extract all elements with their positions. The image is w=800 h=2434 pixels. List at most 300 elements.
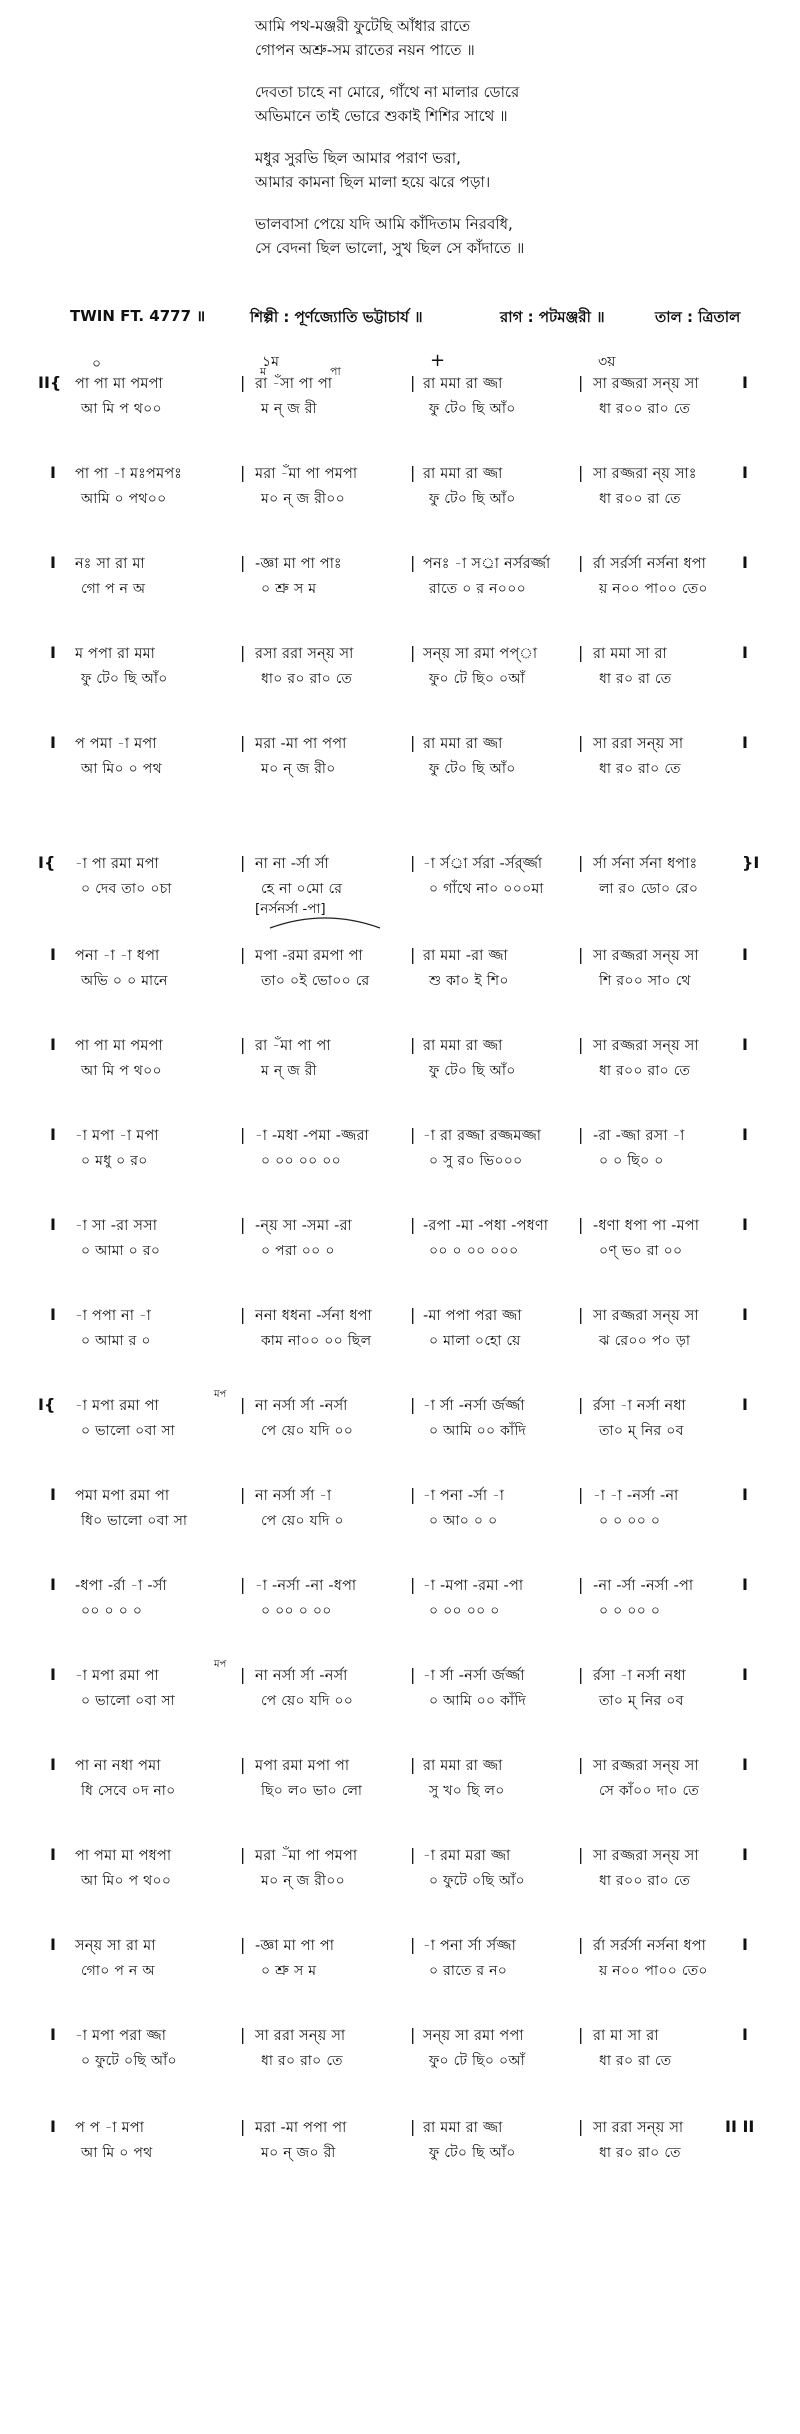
swara-segment: মরা -ঁমা পা পমপা [255, 466, 358, 482]
row-start-barline: I [50, 643, 56, 662]
vibhag-divider: | [578, 1665, 584, 1684]
lyric-segment: ০ মালা ০হো য়ে [429, 1333, 521, 1349]
lyric-segment: তা০ ম্ নির ০ব [599, 1693, 684, 1709]
vibhag-divider: | [410, 463, 416, 482]
swara-segment: মপা -রমা রমপা পা [255, 948, 363, 964]
poem-stanza-3 [255, 146, 735, 194]
row-end-barline: I [742, 643, 748, 662]
lyric-segment: ম০ ন্ জ রী০ [261, 761, 336, 777]
lyric-segment: ফু টে০ ছি আঁ০ [429, 761, 516, 777]
swara-segment: মরা -ঁমা পা পমপা [255, 1848, 358, 1864]
row-start-barline: I [50, 1305, 56, 1324]
notation-row [0, 365, 800, 423]
notation-row [0, 2117, 800, 2167]
lyric-segment: ম ন্ জ রী [261, 1063, 317, 1079]
vibhag-divider: | [240, 1845, 246, 1864]
lyric-segment: ধা র০ রা০ তে [599, 761, 681, 777]
lyric-segment: তা০ ম্ নির ০ব [599, 1423, 684, 1439]
lyric-segment: গো০ প ন অ [81, 1963, 155, 1979]
lyric-segment: ম০ ন্ জ রী০০ [261, 1873, 346, 1889]
vibhag-divider: | [240, 945, 246, 964]
row-end-barline: II II [725, 2117, 755, 2136]
lyric-segment: সু খ০ ছি ল০ [429, 1783, 505, 1799]
vibhag-divider: | [410, 2025, 416, 2044]
raga: রাগ : পটমঞ্জরী ॥ [500, 308, 605, 326]
lyric-segment: গো প ন অ [81, 581, 146, 597]
lyric-segment: শু কা০ ই শি০ [429, 973, 509, 989]
swara-segment: -া পা রমা মপা [75, 856, 159, 872]
tala-marker-zero: ০ [92, 356, 102, 372]
lyric-segment: সে কাঁ০০ দা০ তে [599, 1783, 700, 1799]
vibhag-divider: | [410, 1305, 416, 1324]
swara-segment: রা মমা রা জ্জা [423, 736, 503, 752]
lyric-segment: ০ শ্রু স ম [261, 1963, 317, 1979]
vibhag-divider: | [410, 1755, 416, 1774]
notation-row [0, 945, 800, 995]
swara-segment: -জ্ঞা মা পা পাঃ [255, 556, 342, 572]
row-end-barline: I [742, 1665, 748, 1684]
swara-segment: -া সা -রা সসা [75, 1218, 158, 1234]
vibhag-divider: | [578, 945, 584, 964]
tala-marker-third: ৩য় [598, 354, 616, 370]
swara-segment: র্রা সর্রর্সা নর্সনা ধপা [593, 556, 707, 572]
poem-line: সে বেদনা ছিল ভালো, সুখ ছিল সে কাঁদাতে ॥ [255, 239, 525, 257]
tala-marker-first: ১ম [262, 354, 279, 370]
row-start-barline: I [50, 2117, 56, 2136]
lyric-segment: আমি ০ পথ০০ [81, 491, 167, 507]
swara-segment: পা পা -া মঃপমপঃ [75, 466, 183, 482]
lyric-segment: আ মি ০ পথ [81, 2145, 153, 2161]
lyric-segment: ম০ ন্ জ রী০০ [261, 491, 346, 507]
lyric-segment: অভি ০ ০ মানে [81, 973, 168, 989]
swara-segment: না নর্সা র্সা -নর্সা [255, 1668, 348, 1684]
row-start-barline: I [50, 2025, 56, 2044]
lyric-segment: ০ ফুটে ০ছি আঁ০ [429, 1873, 525, 1889]
vibhag-divider: | [240, 1755, 246, 1774]
swara-segment: পনা -া -া ধপা [75, 948, 160, 964]
vibhag-divider: | [578, 733, 584, 752]
swara-segment: সন্য় সা রমা পপা [423, 2028, 524, 2044]
swara-segment: -ধপা -র্রা -া -র্সা [75, 1578, 167, 1594]
vibhag-divider: | [578, 1935, 584, 1954]
vibhag-divider: | [240, 1575, 246, 1594]
swara-segment: পা পমা মা পধপা [75, 1848, 172, 1864]
lyric-segment: য় ন০০ পা০০ তে০ [599, 581, 708, 597]
notation-row [0, 1389, 800, 1445]
row-end-barline: I [742, 2025, 748, 2044]
lyric-segment: আ মি প থ০০ [81, 1063, 162, 1079]
swara-segment: -া র্সা -নর্সা র্জর্জ্জা [423, 1398, 525, 1414]
vibhag-divider: | [578, 1305, 584, 1324]
vibhag-divider: | [410, 2117, 416, 2136]
swara-segment: র্রসা -া নর্সা নধা [593, 1398, 686, 1414]
row-end-barline: I [742, 373, 748, 392]
vibhag-divider: | [578, 853, 584, 872]
swara-segment: ম পপা রা মমা [75, 646, 156, 662]
swara-segment: পনঃ -া সর্া নর্সরর্জ্জা [423, 556, 551, 572]
vibhag-divider: | [240, 1215, 246, 1234]
lyric-segment: তা০ ০ই ভো০০ রে [261, 973, 370, 989]
swara-segment: রা মমা -রা জ্জা [423, 948, 508, 964]
swara-segment: পমা মপা রমা পা [75, 1488, 170, 1504]
notation-row [0, 1845, 800, 1895]
lyric-segment: ০ ০ ০০ ০ [599, 1603, 661, 1619]
lyric-segment: হে না ০মো রে [261, 881, 343, 897]
lyric-segment: আ মি প থ০০ [81, 401, 162, 417]
row-start-barline: I [50, 1755, 56, 1774]
row-start-barline: I [50, 553, 56, 572]
swara-segment: -া মপা রমা পা [75, 1668, 159, 1684]
vibhag-divider: | [240, 463, 246, 482]
vibhag-divider: | [578, 1125, 584, 1144]
vibhag-divider: | [410, 1935, 416, 1954]
notation-row [0, 1035, 800, 1085]
grace-note: পা [330, 365, 341, 378]
lyric-segment: ০ সু র০ ভি০০০ [429, 1153, 523, 1169]
lyric-segment: য় ন০০ পা০০ তে০ [599, 1963, 708, 1979]
lyric-segment: আ মি০ প থ০০ [81, 1873, 172, 1889]
swara-segment: রা মমা রা জ্জা [423, 1758, 503, 1774]
lyric-segment: ধি সেবে ০দ না০ [81, 1783, 176, 1799]
lyric-segment: ফু টে০ ছি আঁ০ [429, 401, 516, 417]
row-end-barline: I [742, 945, 748, 964]
lyric-segment: ফু০ টে ছি০ ০আঁ [429, 671, 526, 687]
row-start-barline: I [50, 1935, 56, 1954]
vibhag-divider: | [410, 1665, 416, 1684]
lyric-segment: ০ শ্রু স ম [261, 581, 317, 597]
swara-segment: -া রা রজ্জা রজ্জমজ্জা [423, 1128, 542, 1144]
lyric-segment: পে য়ে০ যদি ০০ [261, 1693, 354, 1709]
notation-row [0, 643, 800, 693]
swara-segment: প প -া মপা [75, 2120, 145, 2136]
notation-row [0, 733, 800, 783]
poem-line: গোপন অশ্রু-সম রাতের নয়ন পাতে ॥ [255, 41, 475, 59]
swara-segment: রা মমা রা জ্জা [423, 466, 503, 482]
vibhag-divider: | [410, 733, 416, 752]
lyric-segment: ম০ ন্ জ০ রী [261, 2145, 336, 2161]
vibhag-divider: | [240, 1485, 246, 1504]
swara-segment: সা রজ্জরা ন্য় সাঃ [593, 466, 697, 482]
swara-segment: সা রজ্জরা সন্য় সা [593, 1758, 699, 1774]
vibhag-divider: | [578, 2117, 584, 2136]
lyric-segment: ফু০ টে ছি০ ০আঁ [429, 2053, 526, 2069]
swara-segment: নঃ সা রা মা [75, 556, 145, 572]
swara-segment: -া মপা -া মপা [75, 1128, 159, 1144]
row-start-barline: II{ [38, 373, 62, 392]
lyric-segment: ফু টে০ ছি আঁ০ [429, 2145, 516, 2161]
vibhag-divider: | [578, 1215, 584, 1234]
vibhag-divider: | [240, 553, 246, 572]
swara-segment: না না -র্সা র্সা [255, 856, 329, 872]
lyric-segment: কাম না০০ ০০ ছিল [261, 1333, 372, 1349]
lyric-segment: ০ ০০ ০ ০০ [261, 1603, 332, 1619]
row-start-barline: I{ [38, 1395, 56, 1414]
notation-row [0, 1305, 800, 1355]
swara-segment: -া পপা না -া [75, 1308, 152, 1324]
lyric-segment: ০ আমা ০ র০ [81, 1243, 161, 1259]
swara-segment: -রপা -মা -পধা -পধণা [423, 1218, 549, 1234]
vibhag-divider: | [578, 1845, 584, 1864]
swara-segment: সন্য় সা রা মা [75, 1938, 156, 1954]
poem-stanza-4 [255, 212, 735, 260]
vibhag-divider: | [240, 2117, 246, 2136]
swara-segment: রসা ররা সন্য় সা [255, 646, 354, 662]
lyric-segment: ০ ভালো ০বা সা [81, 1693, 176, 1709]
vibhag-divider: | [240, 1125, 246, 1144]
lyric-segment: ধা র০০ রা০ তে [599, 1873, 691, 1889]
lyric-segment: ফু টে০ ছি আঁ০ [81, 671, 168, 687]
lyric-segment: ধা র০০ রা০ তে [599, 401, 691, 417]
swara-segment: রা মমা রা জ্জা [423, 1038, 503, 1054]
artist: শিল্পী : পূর্ণজ্যোতি ভট্টাচার্য ॥ [250, 308, 423, 326]
swara-segment: -া -মধা -পমা -জ্জরা [255, 1128, 369, 1144]
lyric-segment: ০০ ০ ০০ ০০০ [429, 1243, 519, 1259]
vibhag-divider: | [410, 1395, 416, 1414]
swara-segment: মরা -মা পপা পা [255, 2120, 347, 2136]
lyric-segment: পে য়ে০ যদি ০ [261, 1513, 344, 1529]
vibhag-divider: | [578, 1395, 584, 1414]
vibhag-divider: | [410, 1125, 416, 1144]
swara-segment: র্রা সর্রর্সা নর্সনা ধপা [593, 1938, 707, 1954]
lyric-segment: ০ ভালো ০বা সা [81, 1423, 176, 1439]
vibhag-divider: | [578, 643, 584, 662]
lyric-segment: ধা র০০ রা তে [599, 491, 681, 507]
vibhag-divider: | [578, 2025, 584, 2044]
tala-marker-plus: + [430, 350, 446, 371]
swara-segment: -জ্ঞা মা পা পা [255, 1938, 335, 1954]
vibhag-divider: | [410, 643, 416, 662]
poem-line: আমার কামনা ছিল মালা হয়ে ঝরে পড়া। [255, 173, 491, 191]
row-end-barline: I [742, 553, 748, 572]
swara-segment: -া -া -নর্সা -না [593, 1488, 679, 1504]
swara-segment: পা পা মা পমপা [75, 376, 163, 392]
lyric-segment: পে য়ে০ যদি ০০ [261, 1423, 354, 1439]
row-end-barline: I [742, 1395, 748, 1414]
vibhag-divider: | [240, 733, 246, 752]
row-end-barline: I [742, 1755, 748, 1774]
lyric-segment: ০ ০০ ০০ ০ [429, 1603, 500, 1619]
grace-note: মপ [214, 1389, 227, 1400]
variation-annotation: [নর্সনর্সা -পা] [255, 901, 326, 917]
lyric-segment: ০ ০ ছি০ ০ [599, 1153, 664, 1169]
vibhag-divider: | [240, 1665, 246, 1684]
row-end-barline: I [742, 1575, 748, 1594]
lyric-segment: ধি০ ভালো ০বা সা [81, 1513, 188, 1529]
vibhag-divider: | [240, 2025, 246, 2044]
swara-segment: না নর্সা র্সা -নর্সা [255, 1398, 348, 1414]
notation-row [0, 1575, 800, 1625]
vibhag-divider: | [240, 643, 246, 662]
swara-segment: রা মমা রা জ্জা [423, 2120, 503, 2136]
song-info [70, 306, 770, 330]
vibhag-divider: | [578, 1485, 584, 1504]
notation-row [0, 1755, 800, 1805]
swara-segment: পা না নধা পমা [75, 1758, 161, 1774]
swara-segment: -ধণা ধপা পা -মপা [593, 1218, 700, 1234]
swara-segment: সা রজ্জরা সন্য় সা [593, 1848, 699, 1864]
swara-segment: -া মপা পরা জ্জা [75, 2028, 167, 2044]
poem-line: আমি পথ-মঞ্জরী ফুটেছি আঁধার রাতে [255, 17, 471, 35]
notation-row [0, 853, 800, 903]
swara-segment: -া -মপা -রমা -পা [423, 1578, 524, 1594]
swara-segment: সা ররা সন্য় সা [593, 2120, 684, 2136]
swara-segment: -া পনা র্সা র্সজ্জা [423, 1938, 517, 1954]
vibhag-divider: | [578, 553, 584, 572]
swara-segment: সা রজ্জরা সন্য় সা [593, 1308, 699, 1324]
lyric-segment: ধা র০ রা তে [599, 671, 672, 687]
vibhag-divider: | [578, 1755, 584, 1774]
notation-row [0, 2025, 800, 2075]
row-start-barline: I [50, 1215, 56, 1234]
lyric-segment: ০ পরা ০০ ০ [261, 1243, 335, 1259]
swara-segment: সা ররা সন্য় সা [593, 736, 684, 752]
vibhag-divider: | [578, 463, 584, 482]
swara-segment: রা -ঁসা পা পা [255, 376, 333, 392]
poem-stanza-1 [255, 14, 735, 62]
swara-segment: প পমা -া মপা [75, 736, 157, 752]
lyric-segment: ঝ রে০০ প০ ড়া [599, 1333, 691, 1349]
swara-segment: -া মপা রমা পা [75, 1398, 159, 1414]
swara-segment: -া -নর্সা -না -ধপা [255, 1578, 357, 1594]
row-end-barline: I [742, 1845, 748, 1864]
row-end-barline: I [742, 733, 748, 752]
vibhag-divider: | [410, 1035, 416, 1054]
row-start-barline: I [50, 1485, 56, 1504]
notation-row [0, 553, 800, 603]
swara-segment: -না -র্সা -নর্সা -পা [593, 1578, 694, 1594]
swara-segment: -রা -জ্জা রসা -া [593, 1128, 685, 1144]
vibhag-divider: | [410, 1845, 416, 1864]
poem-stanza-2 [255, 80, 735, 128]
lyric-segment: ০ আ০ ০ ০ [429, 1513, 498, 1529]
lyric-segment: ধা র০০ রা০ তে [599, 1063, 691, 1079]
swara-segment: রা -ঁমা পা পা [255, 1038, 331, 1054]
vibhag-divider: | [578, 1035, 584, 1054]
lyric-segment: ম ন্ জ রী [261, 401, 317, 417]
swara-segment: রা মমা রা জ্জা [423, 376, 503, 392]
grace-note: মপ [214, 1659, 227, 1670]
notation-row [0, 1215, 800, 1265]
swara-segment: মপা রমা মপা পা [255, 1758, 350, 1774]
tala: তাল : ত্রিতাল [655, 308, 741, 326]
vibhag-divider: | [578, 1575, 584, 1594]
poem-line: অভিমানে তাই ভোরে শুকাই শিশির সাথে ॥ [255, 107, 508, 125]
vibhag-divider: | [410, 945, 416, 964]
lyric-segment: ০ আমা র ০ [81, 1333, 151, 1349]
lyric-segment: ০০ ০ ০ ০ [81, 1603, 143, 1619]
vibhag-divider: | [240, 373, 246, 392]
swara-segment: সন্য় সা রমা পপ্া [423, 646, 538, 662]
record-number: TWIN FT. 4777 ॥ [70, 307, 206, 325]
swara-segment: -া র্সর্া র্সরা -র্সর্র্জ্জা [423, 856, 543, 872]
poem-line: দেবতা চাহে না মোরে, গাঁথে না মালার ডোরে [255, 83, 520, 101]
swara-segment: সা ররা সন্য় সা [255, 2028, 346, 2044]
lyric-segment: ০ণ্ ভ০ রা ০০ [599, 1243, 683, 1259]
lyric-segment: শি র০০ সা০ থে [599, 973, 691, 989]
row-start-barline: I [50, 1845, 56, 1864]
vibhag-divider: | [410, 1485, 416, 1504]
vibhag-divider: | [578, 373, 584, 392]
vibhag-divider: | [240, 1305, 246, 1324]
row-start-barline: I{ [38, 853, 56, 872]
lyric-segment: ০ মধু ০ র০ [81, 1153, 148, 1169]
lyric-segment: ০ ০ ০০ ০ [599, 1513, 661, 1529]
row-start-barline: I [50, 1665, 56, 1684]
swara-segment: -া রমা মরা জ্জা [423, 1848, 511, 1864]
poem-line: মধুর সুরভি ছিল আমার পরাণ ভরা, [255, 149, 461, 167]
poem-line: ভালবাসা পেয়ে যদি আমি কাঁদিতাম নিরবধি, [255, 215, 513, 233]
row-end-barline: I [742, 463, 748, 482]
swara-segment: সা রজ্জরা সন্য় সা [593, 948, 699, 964]
lyric-segment: ধা র০ রা০ তে [599, 2145, 681, 2161]
lyric-segment: ০ আমি ০০ কাঁদি [429, 1693, 526, 1709]
lyric-segment: ০ গাঁথে না০ ০০০মা [429, 881, 544, 897]
swara-segment: সা রজ্জরা সন্য় সা [593, 1038, 699, 1054]
swara-segment: -মা পপা পরা জ্জা [423, 1308, 522, 1324]
notation-row [0, 1485, 800, 1535]
row-end-barline: I [742, 1305, 748, 1324]
lyric-segment: ০ ফুটে ০ছি আঁ০ [81, 2053, 177, 2069]
notation-row [0, 463, 800, 513]
vibhag-divider: | [410, 553, 416, 572]
vibhag-divider: | [410, 373, 416, 392]
row-start-barline: I [50, 1575, 56, 1594]
poem [255, 14, 735, 278]
swara-segment: -া পনা -র্সা -া [423, 1488, 505, 1504]
swara-segment: সা রজ্জরা সন্য় সা [593, 376, 699, 392]
lyric-segment: ০ রাতে র ন০ [429, 1963, 508, 1979]
row-start-barline: I [50, 733, 56, 752]
vibhag-divider: | [240, 1935, 246, 1954]
row-end-barline: I [742, 1215, 748, 1234]
swara-segment: পা পা মা পমপা [75, 1038, 163, 1054]
vibhag-divider: | [240, 853, 246, 872]
vibhag-divider: | [410, 853, 416, 872]
swara-segment: র্সা র্সনা র্সনা ধপাঃ [593, 856, 698, 872]
notation-row [0, 1659, 800, 1715]
lyric-segment: আ মি০ ০ পথ [81, 761, 162, 777]
lyric-segment: রাতে ০ র ন০০০ [429, 581, 527, 597]
lyric-segment: ০ দেব তা০ ০চা [81, 881, 172, 897]
vibhag-divider: | [240, 1395, 246, 1414]
lyric-segment: ধা র০ রা তে [599, 2053, 672, 2069]
row-end-barline: I [742, 1485, 748, 1504]
lyric-segment: ধা র০ রা০ তে [261, 2053, 343, 2069]
swara-segment: রা মা সা রা [593, 2028, 659, 2044]
row-start-barline: I [50, 945, 56, 964]
lyric-segment: ০ ০০ ০০ ০০ [261, 1153, 342, 1169]
notation-row [0, 1125, 800, 1175]
swara-segment: -ন্য় সা -সমা -রা [255, 1218, 352, 1234]
swara-segment: মরা -মা পা পপা [255, 736, 347, 752]
notation-row [0, 1935, 800, 1985]
lyric-segment: ফু টে০ ছি আঁ০ [429, 491, 516, 507]
row-start-barline: I [50, 1125, 56, 1144]
swara-segment: না নর্সা র্সা -া [255, 1488, 332, 1504]
row-start-barline: I [50, 1035, 56, 1054]
row-end-barline: I [742, 1935, 748, 1954]
vibhag-divider: | [410, 1575, 416, 1594]
lyric-segment: ছি০ ল০ ভা০ লো [261, 1783, 363, 1799]
row-start-barline: I [50, 463, 56, 482]
swara-segment: ননা ধধনা -র্সনা ধপা [255, 1308, 372, 1324]
row-end-barline: I [742, 1035, 748, 1054]
lyric-segment: ধা০ র০ রা০ তে [261, 671, 353, 687]
row-end-barline: }I [742, 853, 760, 872]
lyric-segment: ০ আমি ০০ কাঁদি [429, 1423, 526, 1439]
row-end-barline: I [742, 1125, 748, 1144]
swara-segment: রা মমা সা রা [593, 646, 667, 662]
